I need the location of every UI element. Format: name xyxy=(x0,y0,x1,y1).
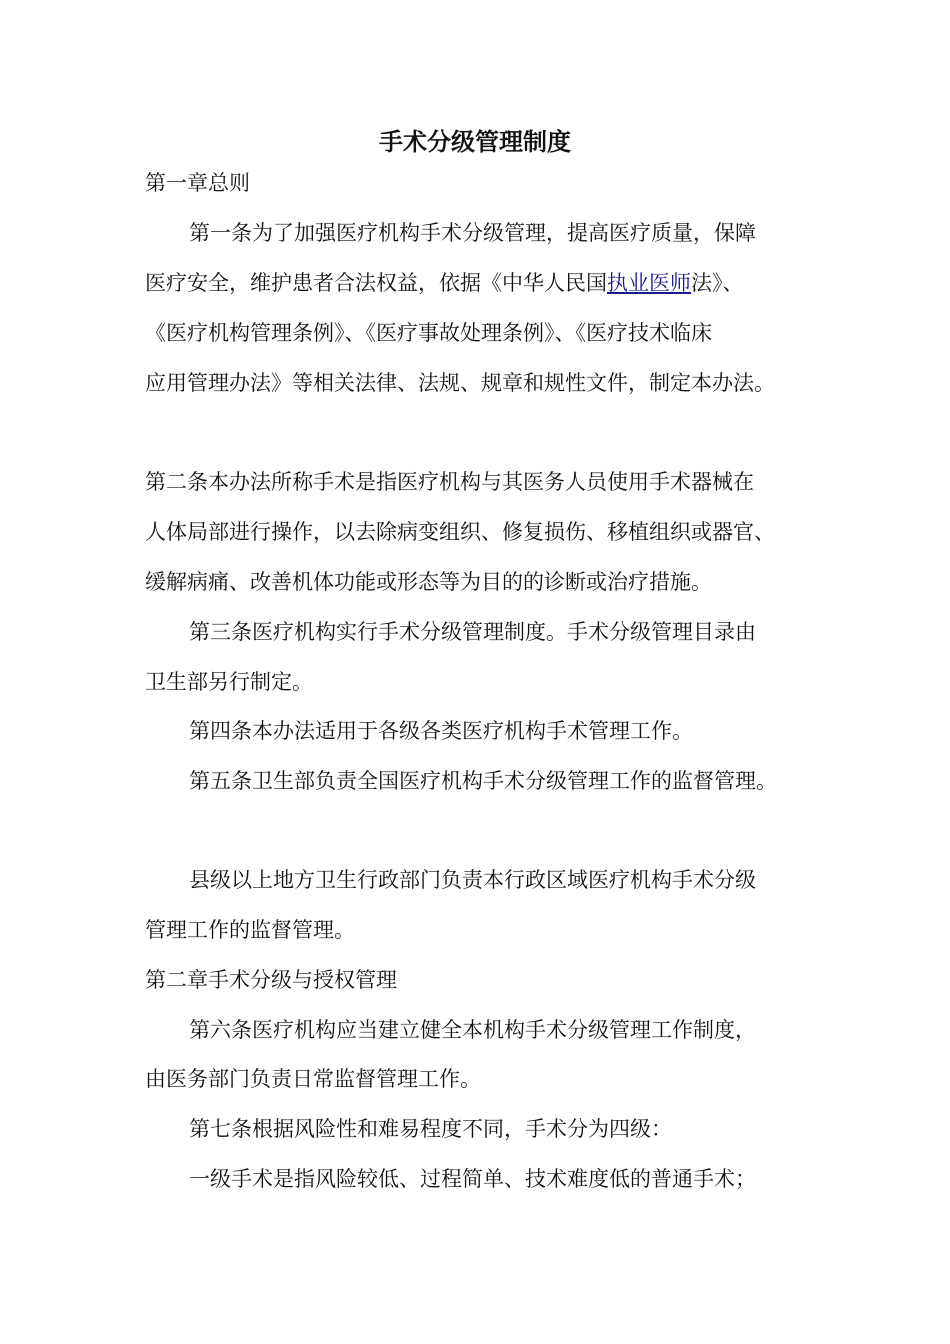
document-title: 手术分级管理制度 xyxy=(379,128,571,156)
article-2-line-1: 第二条本办法所称手术是指医疗机构与其医务人员使用手术器械在 xyxy=(145,470,754,494)
article-3-line-1: 第三条医疗机构实行手术分级管理制度。手术分级管理目录由 xyxy=(189,620,756,644)
article-1-line-3: 《医疗机构管理条例》、《医疗事故处理条例》、《医疗技术临床 xyxy=(145,321,712,345)
article-7: 第七条根据风险性和难易程度不同，手术分为四级： xyxy=(189,1117,672,1141)
article-2-line-3: 缓解病痛、改善机体功能或形态等为目的的诊断或治疗措施。 xyxy=(145,570,712,594)
article-5b-line-2: 管理工作的监督管理。 xyxy=(145,918,355,942)
article-1-line-2-text: 医疗安全，维护患者合法权益，依据《中华人民国 xyxy=(145,271,607,295)
article-6-line-2: 由医务部门负责日常监督管理工作。 xyxy=(145,1067,481,1091)
article-3-line-2: 卫生部另行制定。 xyxy=(145,670,313,694)
chapter-heading-1: 第一章总则 xyxy=(145,171,250,195)
chapter-heading-2: 第二章手术分级与授权管理 xyxy=(145,968,397,992)
article-4: 第四条本办法适用于各级各类医疗机构手术管理工作。 xyxy=(189,719,693,743)
article-2-line-2: 人体局部进行操作，以去除病变组织、修复损伤、移植组织或器官、 xyxy=(145,520,775,544)
article-1-line-2 xyxy=(145,267,835,299)
article-1-line-1: 第一条为了加强医疗机构手术分级管理，提高医疗质量，保障 xyxy=(189,221,756,245)
article-5: 第五条卫生部负责全国医疗机构手术分级管理工作的监督管理。 xyxy=(189,769,777,793)
licensed-physician-link[interactable]: 执业医师 xyxy=(607,271,691,295)
article-6-line-1: 第六条医疗机构应当建立健全本机构手术分级管理工作制度， xyxy=(189,1018,756,1042)
article-1-line-2-tail: 法》、 xyxy=(691,271,744,295)
level-1-surgery: 一级手术是指风险较低、过程简单、技术难度低的普通手术； xyxy=(189,1167,756,1191)
article-1-line-4: 应用管理办法》等相关法律、法规、规章和规性文件，制定本办法。 xyxy=(145,371,775,395)
article-5b-line-1: 县级以上地方卫生行政部门负责本行政区域医疗机构手术分级 xyxy=(189,868,756,892)
